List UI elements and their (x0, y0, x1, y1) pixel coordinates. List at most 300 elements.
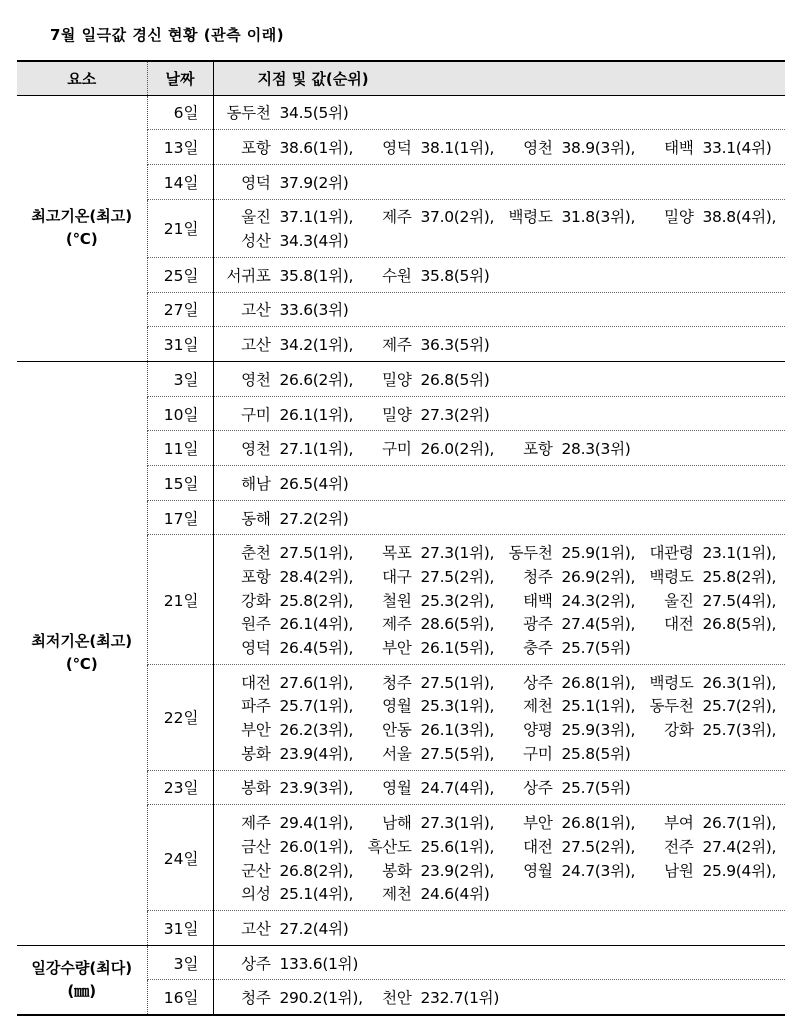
station-value: 133.6(1위) (279, 954, 359, 973)
station-name: 흑산도 (367, 837, 412, 856)
station-entry (219, 811, 360, 833)
date-cell: 23일 (147, 770, 213, 805)
date-cell: 21일 (147, 199, 213, 257)
station-value: 28.4(2위), (279, 567, 354, 586)
station-value: 23.1(1위), (702, 544, 777, 563)
page-title: 7월 일극값 경신 현황 (관측 이래) (50, 26, 285, 44)
station-entry (501, 589, 642, 611)
station-value: 27.5(5위), (420, 744, 495, 763)
station-entry (360, 612, 501, 634)
station-name: 철원 (382, 591, 412, 610)
station-entry (219, 264, 360, 286)
station-value: 26.7(1위), (702, 814, 777, 833)
station-entry (501, 671, 642, 693)
entry-line (214, 471, 786, 495)
entry-line (214, 228, 786, 252)
station-value: 31.8(3위), (561, 208, 636, 227)
station-value: 26.8(1위), (561, 814, 636, 833)
station-value: 25.7(2위), (702, 697, 777, 716)
station-entry (642, 589, 777, 611)
station-entry (219, 368, 360, 390)
entries-cell (213, 911, 785, 946)
station-entry (501, 811, 642, 833)
station-name: 남해 (382, 814, 412, 833)
station-value: 38.9(3위), (561, 139, 636, 158)
station-entry (360, 136, 501, 158)
entry-line (214, 540, 786, 564)
entries-cell (213, 257, 785, 292)
station-entry (219, 882, 360, 904)
station-name: 양평 (523, 721, 553, 740)
station-entry (501, 541, 642, 563)
entries-cell (213, 805, 785, 911)
station-entry (642, 859, 777, 881)
table-row (17, 362, 785, 397)
station-entry (219, 171, 349, 193)
station-entry (642, 671, 777, 693)
station-value: 25.3(1위), (420, 697, 495, 716)
station-name: 원주 (241, 615, 271, 634)
station-entry (219, 403, 360, 425)
entry-line (214, 776, 786, 800)
station-entry (501, 565, 642, 587)
station-name: 영월 (382, 697, 412, 716)
station-name: 봉화 (241, 779, 271, 798)
entries-cell (213, 535, 785, 664)
date-cell: 15일 (147, 466, 213, 501)
station-entry (219, 472, 349, 494)
station-name: 상주 (241, 954, 271, 973)
station-entry (360, 565, 501, 587)
station-entry (360, 541, 501, 563)
element-label: (℃) (65, 655, 98, 674)
entry-line (214, 588, 786, 612)
station-name: 전주 (664, 837, 694, 856)
date-cell: 25일 (147, 257, 213, 292)
station-entry (219, 507, 349, 529)
station-value: 25.8(5위) (561, 744, 631, 763)
station-value: 25.8(2위), (702, 567, 777, 586)
station-value: 35.8(5위) (420, 266, 490, 285)
station-entry (360, 671, 501, 693)
station-value: 29.4(1위), (279, 814, 354, 833)
station-value: 37.1(1위), (279, 208, 354, 227)
station-entry (642, 541, 777, 563)
station-entry (360, 718, 501, 740)
station-name: 제천 (382, 885, 412, 904)
station-value: 24.7(3위), (561, 861, 636, 880)
entry-line (214, 436, 786, 460)
station-value: 24.6(4위) (420, 885, 490, 904)
entries-cell (213, 327, 785, 362)
date-cell: 3일 (147, 362, 213, 397)
date-cell: 22일 (147, 664, 213, 770)
date-cell: 6일 (147, 95, 213, 130)
table-row (17, 95, 785, 130)
date-cell: 14일 (147, 164, 213, 199)
station-name: 포항 (241, 139, 271, 158)
date-cell: 31일 (147, 911, 213, 946)
station-value: 28.6(5위), (420, 615, 495, 634)
station-value: 25.1(1위), (561, 697, 636, 716)
date-cell: 13일 (147, 130, 213, 165)
station-name: 서울 (382, 744, 412, 763)
station-entry (501, 136, 642, 158)
station-value: 25.6(1위), (420, 837, 495, 856)
station-entry (219, 565, 360, 587)
station-entry (219, 671, 360, 693)
station-entry (219, 229, 349, 251)
station-name: 밀양 (382, 405, 412, 424)
station-name: 안동 (382, 721, 412, 740)
station-value: 27.6(1위), (279, 673, 354, 692)
station-value: 37.9(2위) (279, 173, 349, 192)
station-entry (642, 136, 772, 158)
entries-cell (213, 396, 785, 431)
entry-line (214, 101, 786, 125)
station-name: 포항 (523, 440, 553, 459)
station-value: 27.2(4위) (279, 919, 349, 938)
entry-line (214, 263, 786, 287)
station-entry (360, 333, 490, 355)
station-value: 26.8(2위), (279, 861, 354, 880)
station-value: 24.7(4위), (420, 779, 495, 798)
header-stations: 지점 및 값(순위) (213, 61, 785, 95)
station-value: 27.2(2위) (279, 509, 349, 528)
station-entry (642, 205, 777, 227)
station-value: 27.4(5위), (561, 615, 636, 634)
station-entry (360, 742, 501, 764)
station-entry (219, 437, 360, 459)
station-value: 38.6(1위), (279, 139, 354, 158)
station-entry (360, 986, 500, 1008)
station-name: 백령도 (649, 567, 694, 586)
entry-line (214, 170, 786, 194)
station-entry (360, 694, 501, 716)
entries-cell (213, 431, 785, 466)
station-value: 34.5(5위) (279, 104, 349, 123)
station-value: 25.3(2위), (420, 591, 495, 610)
entries-cell (213, 500, 785, 535)
station-name: 금산 (241, 837, 271, 856)
station-name: 백령도 (508, 208, 553, 227)
station-value: 25.9(4위), (702, 861, 777, 880)
station-entry (501, 694, 642, 716)
entry-line (214, 332, 786, 356)
station-name: 고산 (241, 301, 271, 320)
station-value: 36.3(5위) (420, 336, 490, 355)
station-name: 영월 (523, 861, 553, 880)
station-name: 제주 (382, 336, 412, 355)
station-entry (219, 589, 360, 611)
station-name: 영천 (523, 139, 553, 158)
station-value: 25.9(3위), (561, 721, 636, 740)
station-entry (219, 694, 360, 716)
entry-line (214, 881, 786, 905)
station-entry (642, 811, 777, 833)
station-entry (219, 917, 349, 939)
station-value: 26.0(1위), (279, 837, 354, 856)
station-entry (501, 859, 642, 881)
station-name: 강화 (241, 591, 271, 610)
station-entry (219, 101, 349, 123)
station-entry (360, 859, 501, 881)
element-cell (17, 362, 147, 946)
entries-cell (213, 95, 785, 130)
station-value: 27.3(1위), (420, 544, 495, 563)
station-entry (219, 333, 360, 355)
station-entry (642, 835, 777, 857)
entry-line (214, 717, 786, 741)
station-entry (501, 612, 642, 634)
station-name: 대전 (523, 837, 553, 856)
station-entry (501, 437, 631, 459)
station-name: 대구 (382, 567, 412, 586)
station-name: 구미 (382, 440, 412, 459)
station-name: 영월 (382, 779, 412, 798)
date-cell: 3일 (147, 945, 213, 980)
entry-line (214, 612, 786, 636)
station-value: 26.2(3위), (279, 721, 354, 740)
station-value: 26.5(4위) (279, 474, 349, 493)
station-name: 밀양 (382, 370, 412, 389)
station-entry (501, 776, 631, 798)
entries-cell (213, 466, 785, 501)
station-value: 33.1(4위) (702, 139, 772, 158)
station-name: 수원 (382, 266, 412, 285)
station-entry (501, 835, 642, 857)
entry-line (214, 951, 786, 975)
station-name: 제주 (382, 208, 412, 227)
entries-cell (213, 770, 785, 805)
station-value: 26.6(2위), (279, 370, 354, 389)
station-value: 27.5(1위), (420, 673, 495, 692)
entry-line (214, 205, 786, 229)
station-entry (219, 776, 360, 798)
element-cell (17, 945, 147, 1015)
station-name: 영천 (241, 440, 271, 459)
station-name: 강화 (664, 721, 694, 740)
station-name: 울진 (664, 591, 694, 610)
station-name: 광주 (523, 615, 553, 634)
station-name: 제천 (523, 697, 553, 716)
station-name: 해남 (241, 474, 271, 493)
station-value: 27.3(1위), (420, 814, 495, 833)
entries-cell (213, 980, 785, 1015)
station-value: 26.8(5위) (420, 370, 490, 389)
station-entry (501, 742, 631, 764)
station-name: 고산 (241, 336, 271, 355)
station-value: 232.7(1위) (420, 989, 500, 1008)
station-name: 영천 (241, 370, 271, 389)
station-name: 동두천 (226, 104, 271, 123)
station-name: 제주 (241, 814, 271, 833)
station-name: 목포 (382, 544, 412, 563)
station-name: 부여 (664, 814, 694, 833)
station-entry (501, 718, 642, 740)
station-entry (501, 205, 642, 227)
entry-line (214, 834, 786, 858)
date-cell: 31일 (147, 327, 213, 362)
station-value: 290.2(1위), (279, 989, 363, 1008)
station-value: 25.7(5위) (561, 779, 631, 798)
station-entry (360, 589, 501, 611)
station-name: 봉화 (241, 744, 271, 763)
station-name: 상주 (523, 779, 553, 798)
station-value: 27.5(2위), (561, 837, 636, 856)
station-value: 26.1(4위), (279, 615, 354, 634)
station-name: 영덕 (241, 639, 271, 658)
station-name: 청주 (382, 673, 412, 692)
station-name: 서귀포 (226, 266, 271, 285)
station-value: 23.9(4위), (279, 744, 354, 763)
station-value: 26.1(1위), (279, 405, 354, 424)
entry-line (214, 635, 786, 659)
station-value: 24.3(2위), (561, 591, 636, 610)
station-value: 25.7(3위), (702, 721, 777, 740)
station-name: 부안 (382, 639, 412, 658)
station-value: 27.5(2위), (420, 567, 495, 586)
station-value: 27.5(4위), (702, 591, 777, 610)
station-value: 26.1(3위), (420, 721, 495, 740)
station-name: 동해 (241, 509, 271, 528)
station-name: 제주 (382, 615, 412, 634)
entry-line (214, 367, 786, 391)
header-element: 요소 (17, 61, 147, 95)
station-entry (360, 437, 501, 459)
station-entry (219, 859, 360, 881)
entries-cell (213, 362, 785, 397)
station-entry (360, 636, 501, 658)
entries-cell (213, 945, 785, 980)
station-entry (219, 612, 360, 634)
station-name: 충주 (523, 639, 553, 658)
entry-line (214, 670, 786, 694)
station-value: 34.3(4위) (279, 232, 349, 251)
date-cell: 27일 (147, 292, 213, 327)
station-value: 38.1(1위), (420, 139, 495, 158)
station-name: 태백 (664, 139, 694, 158)
station-name: 부안 (523, 814, 553, 833)
station-entry (360, 264, 490, 286)
station-name: 청주 (523, 567, 553, 586)
station-value: 26.1(5위), (420, 639, 495, 658)
station-name: 대관령 (649, 544, 694, 563)
station-entry (360, 835, 501, 857)
station-name: 군산 (241, 861, 271, 880)
station-value: 37.0(2위), (420, 208, 495, 227)
station-value: 27.1(1위), (279, 440, 354, 459)
entries-cell (213, 130, 785, 165)
date-cell: 10일 (147, 396, 213, 431)
element-label: 일강수량(최다) (31, 958, 133, 977)
element-label: (㎜) (67, 981, 97, 1000)
station-value: 23.9(2위), (420, 861, 495, 880)
station-value: 38.8(4위), (702, 208, 777, 227)
station-entry (219, 636, 360, 658)
station-name: 대전 (241, 673, 271, 692)
station-entry (642, 612, 777, 634)
entry-line (214, 858, 786, 882)
station-name: 백령도 (649, 673, 694, 692)
station-entry (360, 811, 501, 833)
station-entry (219, 541, 360, 563)
entry-line (214, 564, 786, 588)
entry-line (214, 298, 786, 322)
station-name: 춘천 (241, 544, 271, 563)
station-name: 부안 (241, 721, 271, 740)
entries-cell (213, 292, 785, 327)
entry-line (214, 506, 786, 530)
station-value: 35.8(1위), (279, 266, 354, 285)
station-name: 태백 (523, 591, 553, 610)
station-entry (219, 718, 360, 740)
station-name: 고산 (241, 919, 271, 938)
station-entry (642, 718, 777, 740)
station-entry (360, 368, 490, 390)
entries-cell (213, 199, 785, 257)
entry-line (214, 810, 786, 834)
station-entry (642, 565, 777, 587)
entries-cell (213, 164, 785, 199)
station-name: 동두천 (508, 544, 553, 563)
station-entry (219, 952, 359, 974)
station-value: 26.8(5위), (702, 615, 777, 634)
entry-line (214, 402, 786, 426)
station-entry (360, 205, 501, 227)
station-name: 의성 (241, 885, 271, 904)
station-name: 동두천 (649, 697, 694, 716)
date-cell: 17일 (147, 500, 213, 535)
station-value: 25.9(1위), (561, 544, 636, 563)
station-name: 파주 (241, 697, 271, 716)
header-row (17, 61, 785, 95)
station-name: 구미 (241, 405, 271, 424)
station-value: 28.3(3위) (561, 440, 631, 459)
station-value: 33.6(3위) (279, 301, 349, 320)
station-entry (360, 882, 490, 904)
station-value: 34.2(1위), (279, 336, 354, 355)
station-value: 25.7(5위) (561, 639, 631, 658)
station-entry (219, 298, 349, 320)
records-table (17, 60, 785, 1016)
station-value: 26.0(2위), (420, 440, 495, 459)
station-entry (219, 835, 360, 857)
element-cell (17, 95, 147, 362)
station-entry (501, 636, 631, 658)
date-cell: 16일 (147, 980, 213, 1015)
entry-line (214, 916, 786, 940)
station-value: 26.4(5위), (279, 639, 354, 658)
station-value: 27.3(2위) (420, 405, 490, 424)
station-entry (219, 136, 360, 158)
element-label: (℃) (65, 230, 98, 249)
station-entry (360, 403, 490, 425)
station-value: 26.9(2위), (561, 567, 636, 586)
station-value: 23.9(3위), (279, 779, 354, 798)
station-name: 영덕 (241, 173, 271, 192)
station-name: 영덕 (382, 139, 412, 158)
date-cell: 24일 (147, 805, 213, 911)
station-value: 26.8(1위), (561, 673, 636, 692)
station-name: 구미 (523, 744, 553, 763)
table-row (17, 945, 785, 980)
station-name: 포항 (241, 567, 271, 586)
station-name: 청주 (241, 989, 271, 1008)
station-name: 상주 (523, 673, 553, 692)
station-name: 울진 (241, 208, 271, 227)
station-entry (360, 776, 501, 798)
